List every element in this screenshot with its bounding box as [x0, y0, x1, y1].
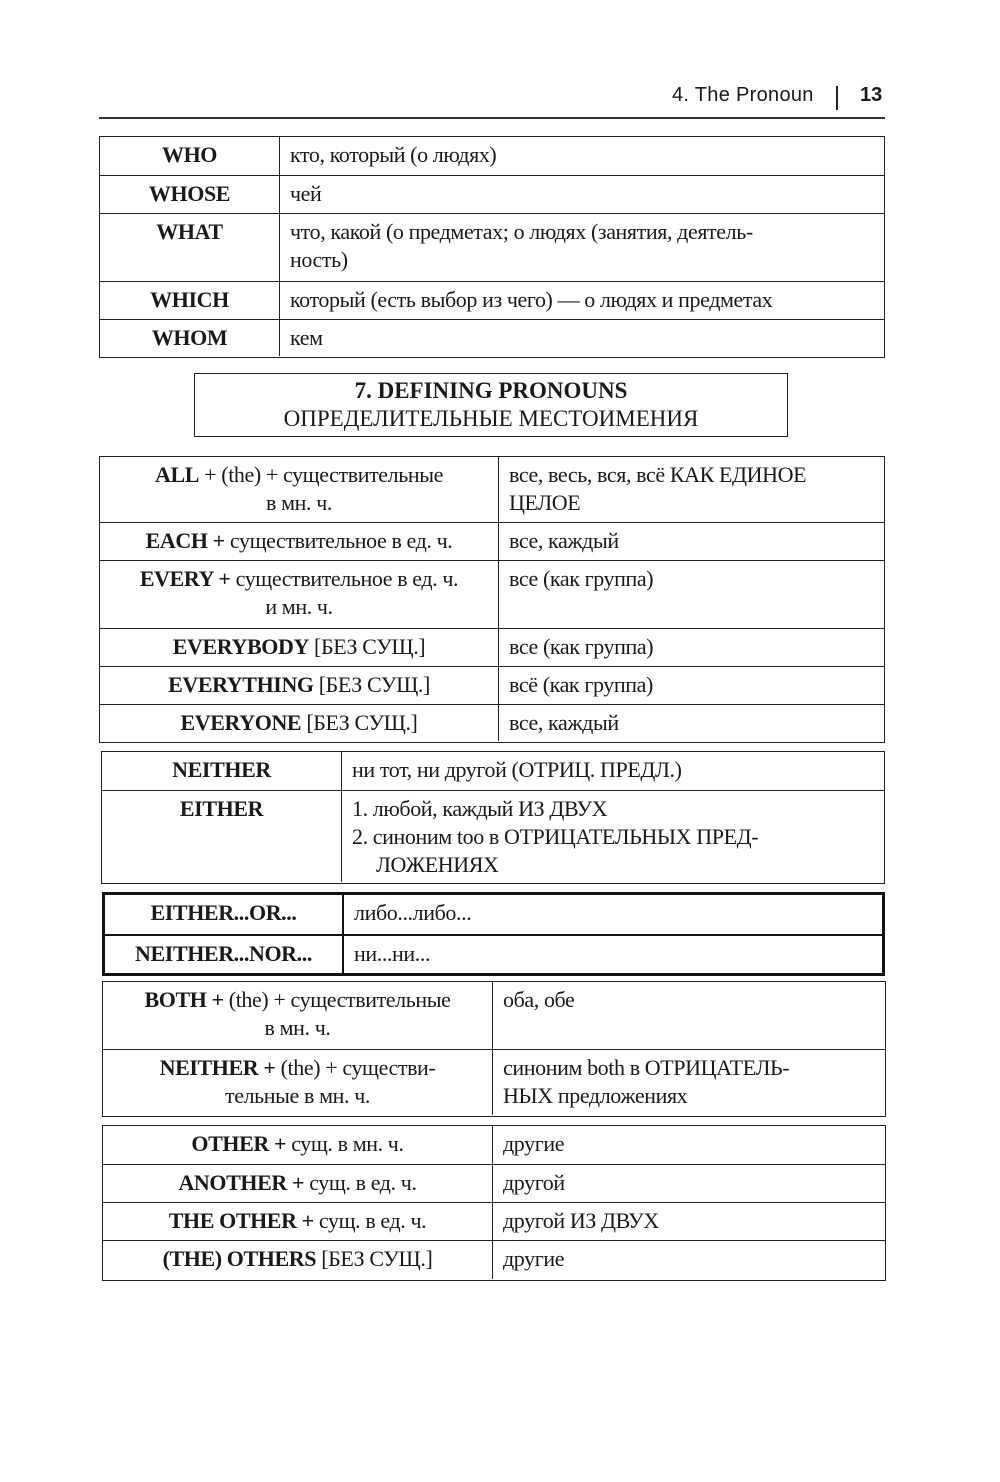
meaning-cell: [344, 895, 882, 934]
meaning-text: все (как группа): [509, 634, 654, 659]
table-row: [102, 790, 884, 882]
meaning-text: синоним both в ОТРИЦАТЕЛЬ- НЫХ предложениях: [503, 1055, 790, 1108]
term-keyword: WHOM: [151, 325, 228, 350]
table-row: [103, 1202, 885, 1240]
meaning-text: ни тот, ни другой (ОТРИЦ. ПРЕДЛ.): [352, 757, 682, 782]
meaning-text: кем: [290, 325, 323, 350]
term-cell: [103, 982, 493, 1049]
term-cell: [105, 895, 344, 934]
meaning-cell: [493, 1241, 885, 1279]
meaning-text: оба, обе: [503, 987, 575, 1012]
meaning-text: другой ИЗ ДВУХ: [503, 1208, 659, 1233]
term-usage: [БЕЗ СУЩ.]: [313, 672, 430, 697]
table-row: [105, 895, 882, 934]
meaning-text: ни...ни...: [354, 941, 431, 966]
term-usage: сущ. в ед. ч.: [313, 1208, 427, 1233]
table-row: [103, 1126, 885, 1164]
meaning-text: который (есть выбор из чего) — о людях и предметах: [290, 287, 773, 312]
meaning-cell: [499, 457, 884, 522]
meaning-cell: [280, 320, 884, 356]
term-cell: [100, 320, 280, 356]
term-keyword: OTHER +: [191, 1131, 287, 1156]
term-keyword: EVERYBODY: [172, 634, 309, 659]
table-row: [100, 560, 884, 628]
meaning-text: либо...либо...: [354, 900, 472, 925]
table-row: [100, 175, 884, 213]
term-usage: сущ. в мн. ч.: [286, 1131, 404, 1156]
term-usage: [БЕЗ СУЩ.]: [301, 710, 418, 735]
term-keyword: EVERYTHING: [168, 672, 314, 697]
table-row: [103, 1164, 885, 1202]
table-row: [102, 752, 884, 790]
term-keyword: ANOTHER +: [178, 1170, 305, 1195]
page-number: 13: [860, 84, 883, 106]
meaning-cell: [280, 282, 884, 319]
header-divider: [836, 86, 838, 110]
neither-either-table: [101, 751, 885, 884]
term-keyword: WHICH: [150, 287, 229, 312]
table-row: [100, 457, 884, 522]
running-header-chapter: 4. The Pronoun: [672, 84, 814, 106]
term-keyword: BOTH +: [144, 987, 224, 1012]
term-cell: [100, 705, 499, 741]
term-usage: [БЕЗ СУЩ.]: [308, 634, 426, 659]
meaning-text: чей: [290, 181, 322, 206]
table-row: [100, 628, 884, 666]
term-keyword: EACH +: [145, 528, 225, 553]
section-heading: [194, 373, 788, 437]
meaning-cell: [499, 561, 884, 628]
table-row: [100, 137, 884, 175]
defining-pronouns-table: [99, 456, 885, 743]
table-row: [105, 934, 882, 973]
term-cell: [100, 282, 280, 319]
term-usage: (the) + существи- тельные в мн. ч.: [225, 1055, 436, 1108]
meaning-cell: [342, 752, 884, 790]
meaning-list-item: 1. любой, каждый ИЗ ДВУХ: [352, 796, 608, 821]
meaning-cell: [493, 1126, 885, 1164]
term-cell: [103, 1165, 493, 1202]
both-neither-table: [102, 981, 886, 1117]
meaning-list-item: 2. синоним too в ОТРИЦАТЕЛЬНЫХ ПРЕД- ЛОЖЕНИЯХ: [352, 824, 759, 877]
term-cell: [103, 1126, 493, 1164]
table-row: [100, 319, 884, 356]
term-keyword: WHAT: [156, 219, 223, 244]
table-row: [103, 982, 885, 1049]
meaning-cell: [499, 667, 884, 704]
meaning-text: все (как группа): [509, 566, 654, 591]
table-row: [103, 1240, 885, 1279]
meaning-cell: [493, 1165, 885, 1202]
term-keyword: EITHER...OR...: [150, 900, 297, 925]
term-cell: [105, 936, 344, 973]
meaning-cell: [280, 137, 884, 175]
term-keyword: EITHER: [179, 796, 264, 821]
term-keyword: ALL: [155, 462, 200, 487]
meaning-cell: [499, 705, 884, 741]
term-cell: [100, 667, 499, 704]
meaning-text: кто, который (о людях): [290, 142, 497, 167]
section-heading-english: 7. DEFINING PRONOUNS: [354, 378, 628, 403]
term-cell: [100, 561, 499, 628]
term-cell: [103, 1203, 493, 1240]
header-rule: [99, 117, 885, 119]
meaning-cell: [493, 1050, 885, 1115]
term-cell: [100, 214, 280, 281]
term-keyword: NEITHER...NOR...: [135, 941, 312, 966]
meaning-text: всё (как группа): [509, 672, 653, 697]
question-pronouns-table: [99, 136, 885, 358]
meaning-cell: [280, 214, 884, 281]
term-cell: [100, 457, 499, 522]
meaning-text: другие: [503, 1131, 565, 1156]
term-cell: [102, 752, 342, 790]
meaning-cell: [499, 629, 884, 666]
term-keyword: NEITHER +: [159, 1055, 276, 1080]
table-row: [103, 1049, 885, 1115]
term-usage: существительное в ед. ч. и мн. ч.: [235, 566, 459, 619]
term-usage: сущ. в ед. ч.: [304, 1170, 417, 1195]
table-row: [100, 704, 884, 741]
term-cell: [100, 629, 499, 666]
term-cell: [102, 791, 342, 882]
either-or-table: [102, 892, 885, 976]
term-usage: + (the) + существительные в мн. ч.: [204, 462, 443, 515]
term-keyword: WHO: [161, 142, 218, 167]
term-keyword: NEITHER: [172, 757, 271, 782]
table-row: [100, 522, 884, 560]
term-usage: существительное в ед. ч.: [224, 528, 453, 553]
term-cell: [100, 137, 280, 175]
meaning-text: что, какой (о предметах; о людях (занятия, деятель- ность): [290, 219, 753, 272]
meaning-cell: [499, 523, 884, 560]
other-another-table: [102, 1125, 886, 1281]
meaning-text: все, каждый: [509, 710, 619, 735]
term-keyword: EVERY +: [139, 566, 231, 591]
term-keyword: THE OTHER +: [168, 1208, 314, 1233]
term-cell: [100, 523, 499, 560]
meaning-text: другие: [503, 1246, 565, 1271]
term-cell: [100, 176, 280, 213]
term-keyword: WHOSE: [148, 181, 231, 206]
meaning-text: все, весь, вся, всё КАК ЕДИНОЕ ЦЕЛОЕ: [509, 462, 807, 515]
section-heading-russian: ОПРЕДЕЛИТЕЛЬНЫЕ МЕСТОИМЕНИЯ: [283, 406, 699, 431]
meaning-cell: [344, 936, 882, 973]
term-cell: [103, 1241, 493, 1279]
meaning-cell: [493, 1203, 885, 1240]
meaning-text: другой: [503, 1170, 565, 1195]
table-row: [100, 213, 884, 281]
table-row: [100, 666, 884, 704]
term-usage: [БЕЗ СУЩ.]: [316, 1246, 433, 1271]
meaning-cell: [493, 982, 885, 1049]
meaning-cell: [342, 791, 884, 882]
term-keyword: (THE) OTHERS: [162, 1246, 317, 1271]
meaning-text: все, каждый: [509, 528, 619, 553]
term-cell: [103, 1050, 493, 1115]
term-keyword: EVERYONE: [180, 710, 302, 735]
meaning-cell: [280, 176, 884, 213]
table-row: [100, 281, 884, 319]
term-usage: (the) + существительные в мн. ч.: [228, 987, 451, 1040]
